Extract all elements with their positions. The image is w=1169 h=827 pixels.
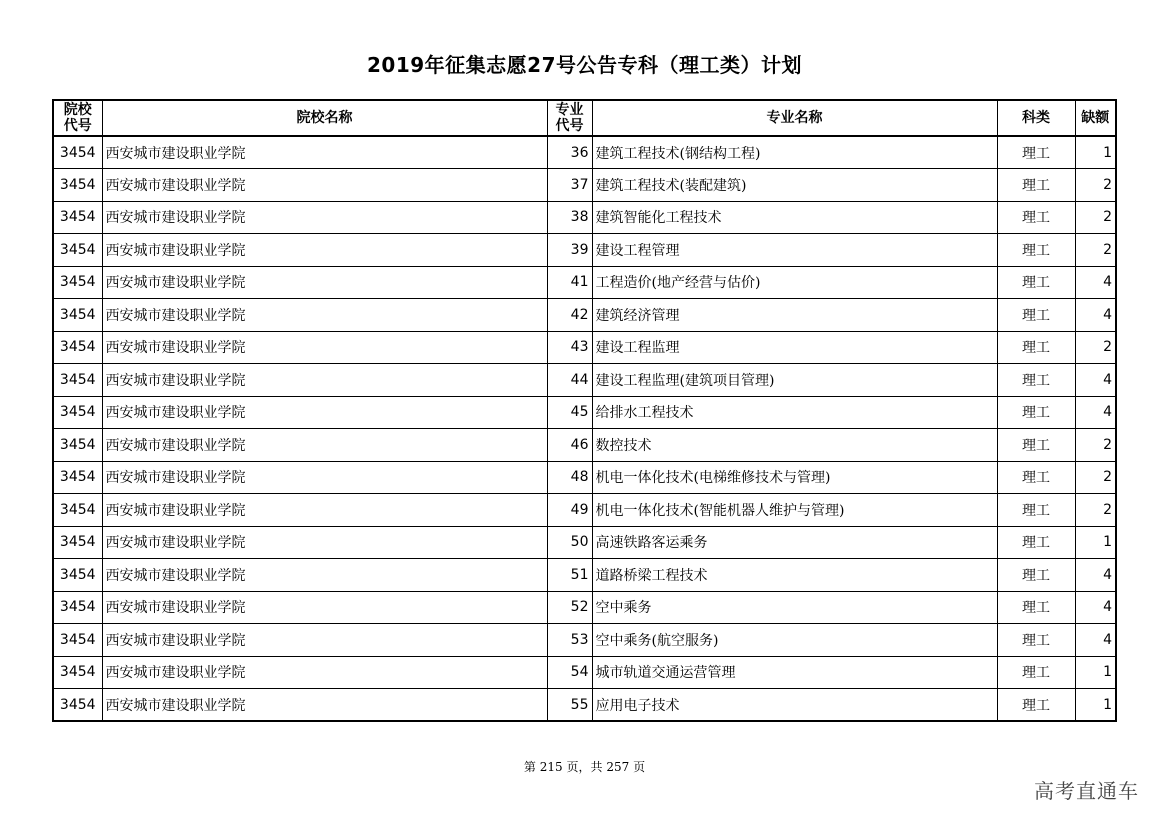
table-header-row	[53, 100, 1116, 136]
cell-category: 理工	[997, 364, 1075, 397]
cell-major-name: 高速铁路客运乘务	[592, 526, 997, 559]
cell-category: 理工	[997, 299, 1075, 332]
cell-quota: 1	[1075, 689, 1116, 722]
cell-major-code: 49	[547, 494, 592, 527]
table-row	[53, 136, 1116, 169]
cell-category: 理工	[997, 494, 1075, 527]
cell-major-code: 51	[547, 559, 592, 592]
cell-quota: 2	[1075, 234, 1116, 267]
table-body	[53, 136, 1116, 721]
footer-page-middle: 页，共	[566, 760, 603, 774]
cell-school-name: 西安城市建设职业学院	[102, 299, 547, 332]
cell-school-name: 西安城市建设职业学院	[102, 396, 547, 429]
cell-major-name: 应用电子技术	[592, 689, 997, 722]
cell-school-name: 西安城市建设职业学院	[102, 656, 547, 689]
table-row	[53, 396, 1116, 429]
cell-major-name: 建筑工程技术(钢结构工程)	[592, 136, 997, 169]
cell-major-code: 55	[547, 689, 592, 722]
cell-major-name: 建筑工程技术(装配建筑)	[592, 169, 997, 202]
cell-category: 理工	[997, 136, 1075, 169]
cell-school-code: 3454	[53, 429, 102, 462]
cell-quota: 2	[1075, 169, 1116, 202]
cell-school-code: 3454	[53, 591, 102, 624]
table-row	[53, 299, 1116, 332]
cell-school-code: 3454	[53, 396, 102, 429]
table-row	[53, 234, 1116, 267]
cell-major-name: 道路桥梁工程技术	[592, 559, 997, 592]
cell-category: 理工	[997, 266, 1075, 299]
footer-page-prefix: 第	[523, 760, 536, 774]
cell-major-name: 工程造价(地产经营与估价)	[592, 266, 997, 299]
cell-school-code: 3454	[53, 266, 102, 299]
footer-page-total: 257	[606, 760, 630, 774]
cell-category: 理工	[997, 689, 1075, 722]
cell-category: 理工	[997, 461, 1075, 494]
header-major-name: 专业名称	[592, 100, 997, 136]
table-row	[53, 201, 1116, 234]
cell-major-name: 建筑智能化工程技术	[592, 201, 997, 234]
cell-school-name: 西安城市建设职业学院	[102, 591, 547, 624]
cell-major-name: 建设工程监理	[592, 331, 997, 364]
cell-major-name: 建设工程监理(建筑项目管理)	[592, 364, 997, 397]
cell-school-name: 西安城市建设职业学院	[102, 201, 547, 234]
cell-major-name: 数控技术	[592, 429, 997, 462]
cell-major-code: 44	[547, 364, 592, 397]
cell-quota: 4	[1075, 559, 1116, 592]
cell-major-name: 建设工程管理	[592, 234, 997, 267]
cell-major-code: 48	[547, 461, 592, 494]
table-row	[53, 266, 1116, 299]
table-row	[53, 689, 1116, 722]
table-row	[53, 461, 1116, 494]
cell-school-name: 西安城市建设职业学院	[102, 234, 547, 267]
cell-school-name: 西安城市建设职业学院	[102, 169, 547, 202]
cell-quota: 2	[1075, 331, 1116, 364]
cell-major-code: 46	[547, 429, 592, 462]
cell-major-code: 50	[547, 526, 592, 559]
cell-school-code: 3454	[53, 364, 102, 397]
table-row	[53, 494, 1116, 527]
cell-school-name: 西安城市建设职业学院	[102, 429, 547, 462]
cell-quota: 2	[1075, 429, 1116, 462]
table-row	[53, 559, 1116, 592]
cell-school-name: 西安城市建设职业学院	[102, 266, 547, 299]
header-school-name: 院校名称	[102, 100, 547, 136]
cell-school-name: 西安城市建设职业学院	[102, 689, 547, 722]
table-row	[53, 169, 1116, 202]
cell-major-code: 38	[547, 201, 592, 234]
cell-quota: 4	[1075, 396, 1116, 429]
cell-major-code: 53	[547, 624, 592, 657]
cell-school-code: 3454	[53, 559, 102, 592]
cell-major-code: 42	[547, 299, 592, 332]
header-school-code: 院校代号	[53, 100, 102, 136]
cell-quota: 2	[1075, 201, 1116, 234]
cell-quota: 1	[1075, 656, 1116, 689]
footer-page-current: 215	[539, 760, 563, 774]
cell-quota: 4	[1075, 591, 1116, 624]
cell-category: 理工	[997, 526, 1075, 559]
cell-school-name: 西安城市建设职业学院	[102, 331, 547, 364]
table-row	[53, 526, 1116, 559]
cell-school-code: 3454	[53, 136, 102, 169]
cell-major-name: 空中乘务(航空服务)	[592, 624, 997, 657]
cell-school-code: 3454	[53, 331, 102, 364]
page-title: 2019年征集志愿27号公告专科（理工类）计划	[367, 53, 802, 77]
header-quota: 缺额	[1075, 100, 1116, 136]
cell-major-code: 39	[547, 234, 592, 267]
cell-category: 理工	[997, 624, 1075, 657]
cell-school-code: 3454	[53, 526, 102, 559]
cell-category: 理工	[997, 396, 1075, 429]
cell-quota: 4	[1075, 624, 1116, 657]
table-row	[53, 364, 1116, 397]
cell-quota: 4	[1075, 266, 1116, 299]
table-row	[53, 331, 1116, 364]
cell-major-code: 52	[547, 591, 592, 624]
cell-quota: 4	[1075, 299, 1116, 332]
cell-major-code: 36	[547, 136, 592, 169]
cell-category: 理工	[997, 429, 1075, 462]
cell-category: 理工	[997, 169, 1075, 202]
cell-school-code: 3454	[53, 201, 102, 234]
cell-school-name: 西安城市建设职业学院	[102, 364, 547, 397]
cell-school-code: 3454	[53, 494, 102, 527]
footer-page-suffix: 页	[633, 760, 646, 774]
cell-category: 理工	[997, 234, 1075, 267]
cell-category: 理工	[997, 201, 1075, 234]
watermark: 高考直通车	[1034, 779, 1139, 803]
cell-major-code: 41	[547, 266, 592, 299]
cell-major-code: 43	[547, 331, 592, 364]
cell-major-code: 45	[547, 396, 592, 429]
cell-major-name: 城市轨道交通运营管理	[592, 656, 997, 689]
table-row	[53, 429, 1116, 462]
header-major-code: 专业代号	[547, 100, 592, 136]
plan-table	[52, 99, 1117, 722]
cell-major-name: 空中乘务	[592, 591, 997, 624]
cell-major-code: 54	[547, 656, 592, 689]
table-row	[53, 624, 1116, 657]
cell-school-code: 3454	[53, 624, 102, 657]
cell-category: 理工	[997, 331, 1075, 364]
cell-major-name: 机电一体化技术(电梯维修技术与管理)	[592, 461, 997, 494]
cell-school-code: 3454	[53, 689, 102, 722]
cell-school-name: 西安城市建设职业学院	[102, 494, 547, 527]
cell-school-name: 西安城市建设职业学院	[102, 624, 547, 657]
cell-quota: 1	[1075, 136, 1116, 169]
cell-quota: 4	[1075, 364, 1116, 397]
cell-school-code: 3454	[53, 299, 102, 332]
cell-category: 理工	[997, 559, 1075, 592]
cell-quota: 2	[1075, 461, 1116, 494]
cell-major-code: 37	[547, 169, 592, 202]
cell-quota: 2	[1075, 494, 1116, 527]
table-row	[53, 591, 1116, 624]
cell-major-name: 机电一体化技术(智能机器人维护与管理)	[592, 494, 997, 527]
cell-category: 理工	[997, 656, 1075, 689]
cell-school-name: 西安城市建设职业学院	[102, 461, 547, 494]
cell-quota: 1	[1075, 526, 1116, 559]
cell-major-name: 建筑经济管理	[592, 299, 997, 332]
cell-school-code: 3454	[53, 234, 102, 267]
cell-category: 理工	[997, 591, 1075, 624]
cell-major-name: 给排水工程技术	[592, 396, 997, 429]
cell-school-name: 西安城市建设职业学院	[102, 559, 547, 592]
header-category: 科类	[997, 100, 1075, 136]
cell-school-code: 3454	[53, 656, 102, 689]
cell-school-name: 西安城市建设职业学院	[102, 526, 547, 559]
cell-school-code: 3454	[53, 169, 102, 202]
page-footer	[0, 758, 1169, 775]
cell-school-name: 西安城市建设职业学院	[102, 136, 547, 169]
cell-school-code: 3454	[53, 461, 102, 494]
table-row	[53, 656, 1116, 689]
